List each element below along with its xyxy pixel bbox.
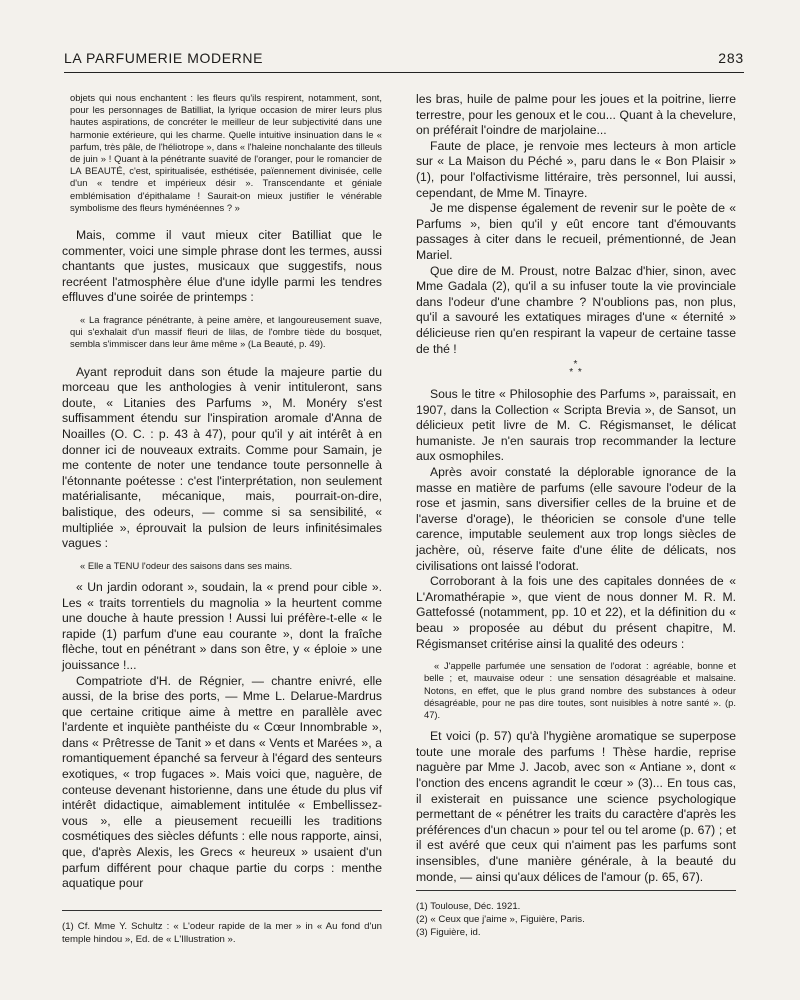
- paragraph: Après avoir constaté la déplorable ignorance de la masse en matière de parfums (elle savoure l'odeur de la rose et jasmin, sans diversifier celles de la bruine et de l'averse d'orage), le théoricien se console d'une telle carence, imputable seulement aux trop longs siècles de jachère, où, réserve faite d'une élite de délicats, nos civilisations ont laissé l'odorat.: [416, 465, 736, 573]
- paragraph: Ayant reproduit dans son étude la majeure partie du morceau que les anthologies à venir intituleront, sans doute, « Litanies des Parfums », M. Monéry s'est suffisamment étendu sur l'inspiration aromale d'Anna de Noailles (O. C. : p. 43 à 47), pour qu'il y ait intérêt à en donner ici de nouveaux extraits. Comme pour Samain, je me contente de noter une tendance toute personnelle à l'étonnante poétesse : c'est l'interprétation, non seulement matérialisante, mécanique, mais, pourrait-on-dire, balistique, des odeurs, — comme si sa sensibilité, « multipliée », éprouvait la pulsion de leurs infinitésimales vagues :: [62, 364, 382, 551]
- left-column: [62, 92, 382, 892]
- footnote: (1) Cf. Mme Y. Schultz : « L'odeur rapide de la mer » in « Au fond d'un temple hindou », Ed. de « L'Illustration ».: [62, 921, 382, 945]
- footnotes-left: [62, 910, 382, 946]
- paragraph: Que dire de M. Proust, notre Balzac d'hier, sinon, avec Mme Gadala (2), qu'il a su infuser toute la vie provinciale dans l'odeur d'une chambre ? N'oublions pas, non plus, qu'il a savouré les extatiques mirages d'une « éternité » délicieuse rien qu'en respirant la vapeur de certaine tasse de thé !: [416, 263, 736, 356]
- paragraph: Compatriote d'H. de Régnier, — chantre enivré, elle aussi, de la brise des ports, — Mme L. Delarue-Mardrus que certaine critique aime à mettre en parallèle avec l'ardente et inquiète panthéiste du « Cœur Innombrable », dans « Prêtresse de Tanit » et dans « Vents et Marées », a romantiquement épanché sa ferveur à l'égard des senteurs exotiques, « trop fugaces ». Mais voici que, naguère, de conteuse devenant historienne, dans une étude du plus vif intérêt didactique, aimablement intitulée « Embellissez-vous », elle a pieusement recueilli les traditions cosmétiques des siècles défunts : elle nous rapporte, ainsi, que, d'après Alexis, les Grecs « heureux » usaient d'un parfum différent pour chaque partie du corps : menthe aquatique pour: [62, 673, 382, 891]
- asterism-bottom: * *: [569, 367, 583, 379]
- paragraph: les bras, huile de palme pour les joues et la poitrine, lierre terrestre, pour les genoux et le cou... Quant à la chevelure, on préférait l'oindre de marjolaine...: [416, 92, 736, 138]
- paragraph: Mais, comme il vaut mieux citer Batilliat que le commenter, voici une simple phrase dont les termes, aussi chantants que justes, musicaux que suggestifs, nous recréent l'atmosphère élue d'une idylle parmi les tendres effluves d'une soirée de printemps :: [62, 228, 382, 305]
- paragraph: « Un jardin odorant », soudain, la « prend pour cible ». Les « traits torrentiels du magnolia » la heurtent comme une douche à haute pression ! Aussi lui préfère-t-elle « le rapide (1) parfum d'une eau courante », dont la fraîche flèche, tout en pénétrant » dans son être, y « éploie » une jouissance !...: [62, 579, 382, 672]
- quote-batilliat-intro: objets qui nous enchantent : les fleurs qu'ils respirent, notamment, sont, pour les personnages de Batilliat, la lyrique occasion de mirer leurs plus hautes aspirations, de concréter le meilleur de leur subjectivité dans une harmonie extérieure, qui les charme. Quelle intuitive insinuation dans le « parfum, très pâle, de l'héliotrope », dans « l'haleine nonchalante des tilleuls de juin » ! Quant à la pénétrante suavité de l'oranger, pour le romancier de LA BEAUTÉ, c'est, spiritualisée, esthétisée, païennement divinisée, celle d'un « tendre et impérieux désir ». Transcendante et géniale emblémisation d'épithalame ! Saurait-on mieux justifier le vénérable symbolisme des fleurs hyménéennes ? »: [70, 92, 382, 213]
- asterism-top: *: [573, 359, 579, 371]
- running-head: [64, 50, 744, 73]
- paragraph: Et voici (p. 57) qu'à l'hygiène aromatique se superpose toute une morale des parfums ! Thèse hardie, reprise naguère par Mme J. Jacob, avec son « Antiane », dont « l'onction des encens agrandit le cœur » (3)... En tous cas, il existerait en puissance une science psychologique permettant de « pénétrer les traits du caractère d'après les préférences d'un chacun » pour tel ou tel arome (p. 67) ; et il est avéré que ceux qui n'aiment pas les parfums sont insensibles, d'une manière générale, à la beauté du monde, — ainsi qu'aux délices de l'amour (p. 65, 67).: [416, 729, 736, 884]
- running-title: LA PARFUMERIE MODERNE: [64, 50, 264, 66]
- paragraph: Sous le titre « Philosophie des Parfums », paraissait, en 1907, dans la Collection « Scripta Brevia », de Sansot, un délicieux petit livre de M. C. Régismanset, le délicat humaniste. Je n'en saurais trop recommander la lecture aux osmophiles.: [416, 387, 736, 464]
- paragraph: Corroborant à la fois une des capitales données de « L'Aromathérapie », que vient de nous donner M. R. M. Gattefossé (notamment, pp. 10 et 22), et la définition du « beau » proposée au début du présent chapitre, M. Régismanset critérise ainsi la qualité des odeurs :: [416, 574, 736, 651]
- footnote: (3) Figuière, id.: [416, 927, 481, 938]
- quote-la-beaute: « La fragrance pénétrante, à peine amère, et langoureusement suave, qui s'exhalait d'un massif fleuri de lilas, de l'ombre tiède du bosquet, sembla s'immiscer dans leur âme même » (La Beauté, p. 49).: [70, 314, 382, 350]
- quote-regismanset: « J'appelle parfumée une sensation de l'odorat : agréable, bonne et belle ; et, mauvaise odeur : une sensation désagréable et malsaine. Notons, en effet, que le plus grand nombre des substances à odeur désagréable, pour ne pas dire toutes, sont nuisibles à notre santé ». (p. 47).: [424, 660, 736, 720]
- footnote: (1) Toulouse, Déc. 1921.: [416, 901, 521, 912]
- footnote: (2) « Ceux que j'aime », Figuière, Paris.: [416, 914, 585, 925]
- section-separator: [416, 361, 736, 377]
- page-number: 283: [718, 50, 744, 66]
- footnotes-right: [416, 890, 736, 939]
- right-column: [416, 92, 736, 885]
- paragraph: Je me dispense également de revenir sur le poète de « Parfums », bien qu'il y eût encore tant d'émouvants passages à citer dans le recueil, prémentionné, de Jean Mariel.: [416, 201, 736, 262]
- quote-noailles: « Elle a TENU l'odeur des saisons dans ses mains.: [80, 559, 293, 571]
- paragraph: Faute de place, je renvoie mes lecteurs à mon article sur « La Maison du Péché », paru dans le « Bon Plaisir » (1), pour l'olfactivisme littéraire, très personnel, lui aussi, cependant, de Mme M. Tinayre.: [416, 138, 736, 200]
